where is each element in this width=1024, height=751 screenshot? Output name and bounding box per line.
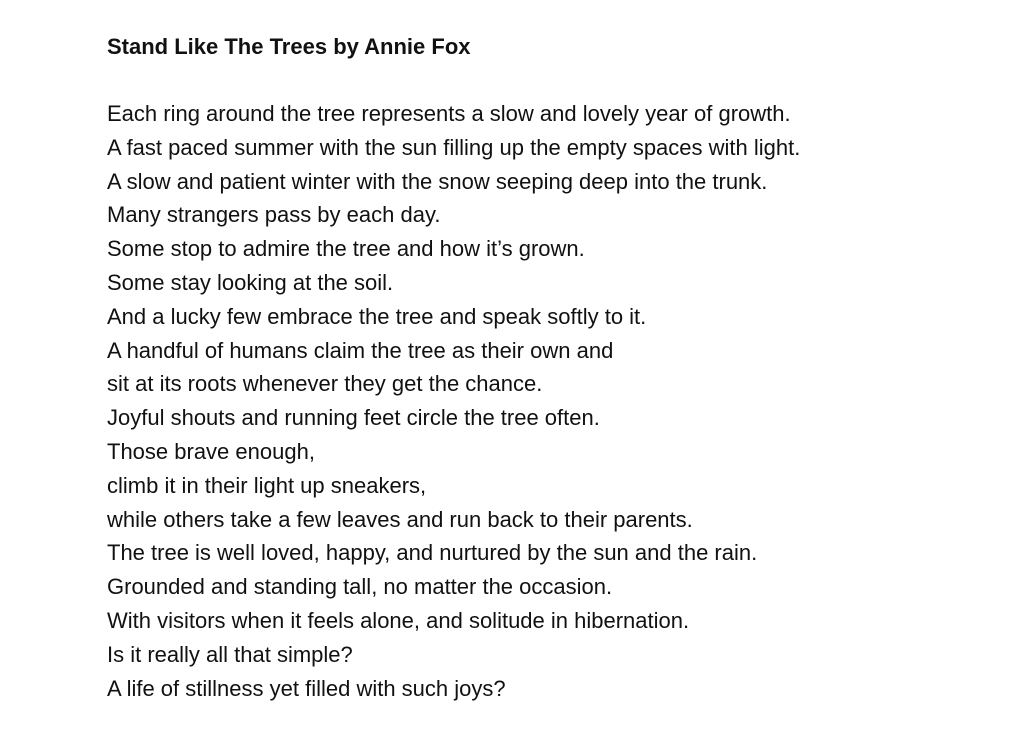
poem-line: Joyful shouts and running feet circle the tree often. <box>107 405 600 431</box>
poem-line: sit at its roots whenever they get the chance. <box>107 371 543 397</box>
poem-line: Some stay looking at the soil. <box>107 269 394 295</box>
poem-line: Those brave enough, <box>107 438 315 464</box>
poem-line: The tree is well loved, happy, and nurtured by the sun and the rain. <box>107 540 758 566</box>
poem-line: A handful of humans claim the tree as their own and <box>107 337 614 363</box>
poem-line: Many strangers pass by each day. <box>107 202 441 228</box>
poem-title: Stand Like The Trees by Annie Fox <box>107 34 471 59</box>
poem-line: Is it really all that simple? <box>107 641 353 667</box>
poem-line: And a lucky few embrace the tree and speak softly to it. <box>107 303 647 329</box>
poem-line: A life of stillness yet filled with such joys? <box>107 675 506 701</box>
document-page <box>107 31 987 705</box>
poem-body <box>107 97 987 705</box>
poem-line: A fast paced summer with the sun filling up the empty spaces with light. <box>107 134 801 160</box>
poem-line: Grounded and standing tall, no matter the occasion. <box>107 574 613 600</box>
poem-line: Some stop to admire the tree and how it’s grown. <box>107 236 585 262</box>
poem-line: A slow and patient winter with the snow seeping deep into the trunk. <box>107 168 768 194</box>
poem-line: With visitors when it feels alone, and solitude in hibernation. <box>107 607 690 633</box>
poem-line: Each ring around the tree represents a slow and lovely year of growth. <box>107 101 791 126</box>
poem-line: while others take a few leaves and run back to their parents. <box>107 506 693 532</box>
poem-line: climb it in their light up sneakers, <box>107 472 427 498</box>
